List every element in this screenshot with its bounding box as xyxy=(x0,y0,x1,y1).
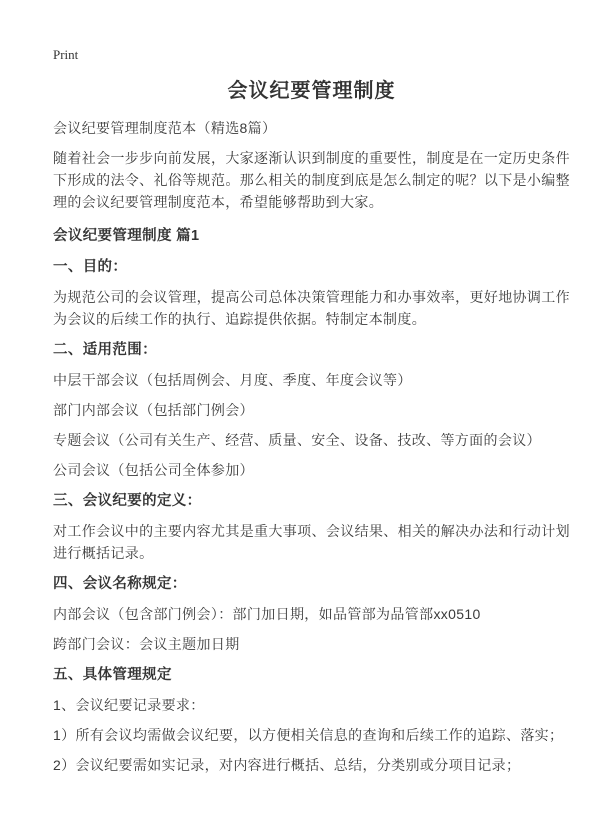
section-5-paragraph: 2）会议纪要需如实记录，对内容进行概括、总结，分类别或分项目记录； xyxy=(53,757,521,773)
section-4-paragraph: 跨部门会议：会议主题加日期 xyxy=(53,636,240,652)
section-2-paragraph: 部门内部会议（包括部门例会） xyxy=(53,402,254,418)
section-3-heading: 三、会议纪要的定义： xyxy=(53,493,202,509)
intro-paragraph: 随着社会一步步向前发展，大家逐渐认识到制度的重要性，制度是在一定历史条件下形成的法令、礼俗等规范。那么相关的制度到底是怎么制定的呢？以下是小编整理的会议纪要管理制度范本，希望能够帮助到大家。 xyxy=(53,150,570,210)
chapter-heading: 会议纪要管理制度 篇1 xyxy=(53,228,200,244)
section-2-paragraph: 公司会议（包括公司全体参加） xyxy=(53,462,254,478)
section-2-paragraph: 中层干部会议（包括周例会、月度、季度、年度会议等） xyxy=(53,372,412,388)
section-5-paragraph: 1）所有会议均需做会议纪要，以方便相关信息的查询和后续工作的追踪、落实； xyxy=(53,727,564,743)
section-2-paragraph: 专题会议（公司有关生产、经营、质量、安全、设备、技改、等方面的会议） xyxy=(53,432,541,448)
section-2-heading: 二、适用范围： xyxy=(53,342,157,358)
section-5-heading: 五、具体管理规定 xyxy=(53,667,172,683)
document-title: 会议纪要管理制度 xyxy=(227,80,396,102)
print-link[interactable]: Print xyxy=(53,47,79,62)
section-3-paragraph: 对工作会议中的主要内容尤其是重大事项、会议结果、相关的解决办法和行动计划进行概括记录。 xyxy=(53,523,570,561)
section-4-paragraph: 内部会议（包含部门例会）：部门加日期，如品管部为品管部xx0510 xyxy=(53,606,481,622)
section-1-paragraph: 为规范公司的会议管理，提高公司总体决策管理能力和办事效率，更好地协调工作为会议的后续工作的执行、追踪提供依据。特制定本制度。 xyxy=(53,289,570,327)
document-subtitle: 会议纪要管理制度范本（精选8篇） xyxy=(53,120,277,136)
section-1-heading: 一、目的： xyxy=(53,259,128,275)
section-4-heading: 四、会议名称规定： xyxy=(53,576,187,592)
section-5-paragraph: 1、会议纪要记录要求： xyxy=(53,697,205,713)
